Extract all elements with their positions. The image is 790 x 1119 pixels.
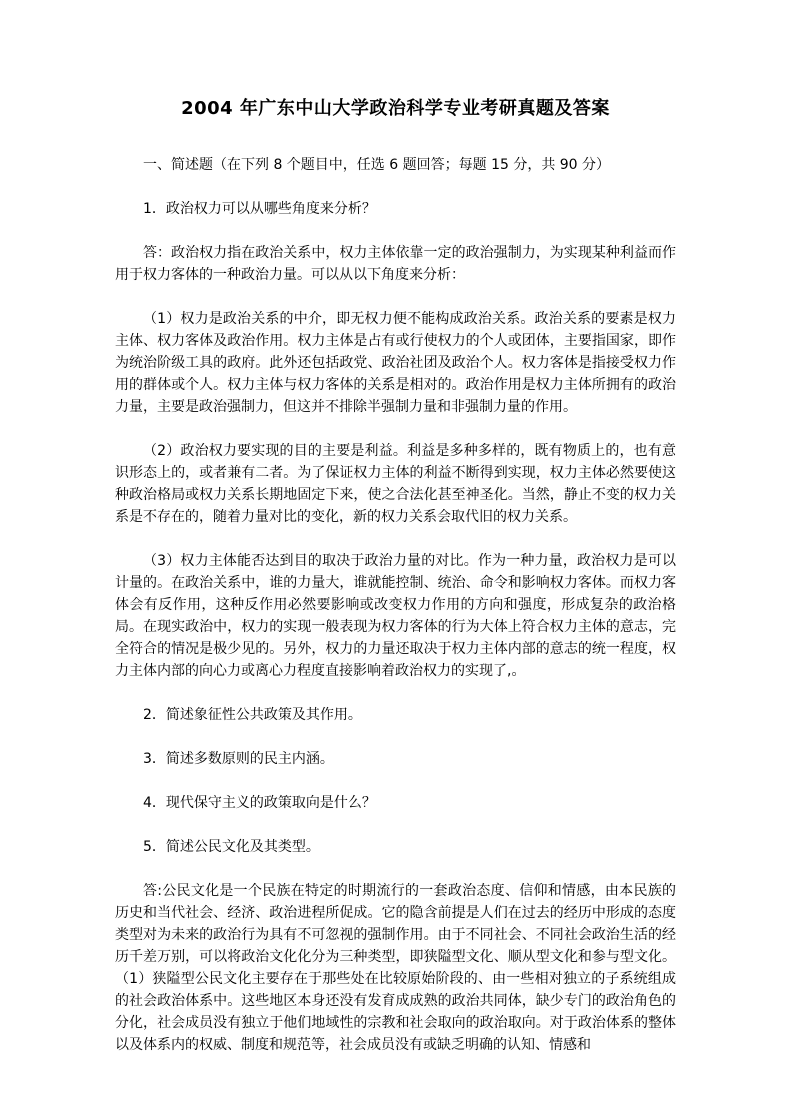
- answer-1-point-2: （2）政治权力要实现的目的主要是利益。利益是多种多样的，既有物质上的，也有意识形态上的，或者兼有二者。为了保证权力主体的利益不断得到实现，权力主体必然要使这种政治格局或权力关系长期地固定下来，使之合法化甚至神圣化。当然，静止不变的权力关系是不存在的，随着力量对比的变化，新的权力关系会取代旧的权力关系。: [115, 443, 676, 525]
- answer-1-point-3: （3）权力主体能否达到目的取决于政治力量的对比。作为一种力量，政治权力是可以计量的。在政治关系中，谁的力量大，谁就能控制、统治、命令和影响权力客体。而权力客体会有反作用，这种反作用必然要影响或改变权力作用的方向和强度，形成复杂的政治格局。在现实政治中，权力的实现一般表现为权力客体的行为大体上符合权力主体的意志，完全符合的情况是极少见的。另外，权力的力量还取决于权力主体内部的意志的统一程度，权力主体内部的向心力或离心力程度直接影响着政治权力的实现了,。: [115, 553, 676, 679]
- question-5: 5．简述公民文化及其类型。: [143, 839, 320, 855]
- answer-1-intro: 答：政治权力指在政治关系中，权力主体依靠一定的政治强制力，为实现某种利益而作用于权力客体的一种政治力量。可以从以下角度来分析：: [115, 245, 676, 283]
- document-body: [115, 154, 676, 1056]
- question-2: 2．简述象征性公共政策及其作用。: [143, 707, 362, 723]
- question-3: 3．简述多数原则的民主内涵。: [143, 751, 334, 767]
- document-title: 2004 年广东中山大学政治科学专业考研真题及答案: [181, 98, 610, 119]
- answer-1-point-1: （1）权力是政治关系的中介，即无权力便不能构成政治关系。政治关系的要素是权力主体、权力客体及政治作用。权力主体是占有或行使权力的个人或团体，主要指国家，即作为统治阶级工具的政府。此外还包括政党、政治社团及政治个人。权力客体是指接受权力作用的群体或个人。权力主体与权力客体的关系是相对的。政治作用是权力主体所拥有的政治力量，主要是政治强制力，但这并不排除半强制力量和非强制力量的作用。: [115, 311, 676, 415]
- section-heading: 一、简述题（在下列 8 个题目中，任选 6 题回答；每题 15 分，共 90 分）: [143, 157, 611, 173]
- question-1: 1．政治权力可以从哪些角度来分析？: [143, 201, 376, 217]
- answer-5: 答:公民文化是一个民族在特定的时期流行的一套政治态度、信仰和情感，由本民族的历史和当代社会、经济、政治进程所促成。它的隐含前提是人们在过去的经历中形成的态度类型对为未来的政治行为具有不可忽视的强制作用。由于不同社会、不同社会政治生活的经历千差万别，可以将政治文化化分为三种类型，即狭隘型文化、顺从型文化和参与型文化。（1）狭隘型公民文化主要存在于那些处在比较原始阶段的、由一些相对独立的子系统组成的社会政治体系中。这些地区本身还没有发育成成熟的政治共同体，缺少专门的政治角色的分化，社会成员没有独立于他们地域性的宗教和社会取向的政治取向。对于政治体系的整体以及体系内的权威、制度和规范等，社会成员没有或缺乏明确的认知、情感和: [115, 883, 676, 1053]
- question-4: 4．现代保守主义的政策取向是什么？: [143, 795, 376, 811]
